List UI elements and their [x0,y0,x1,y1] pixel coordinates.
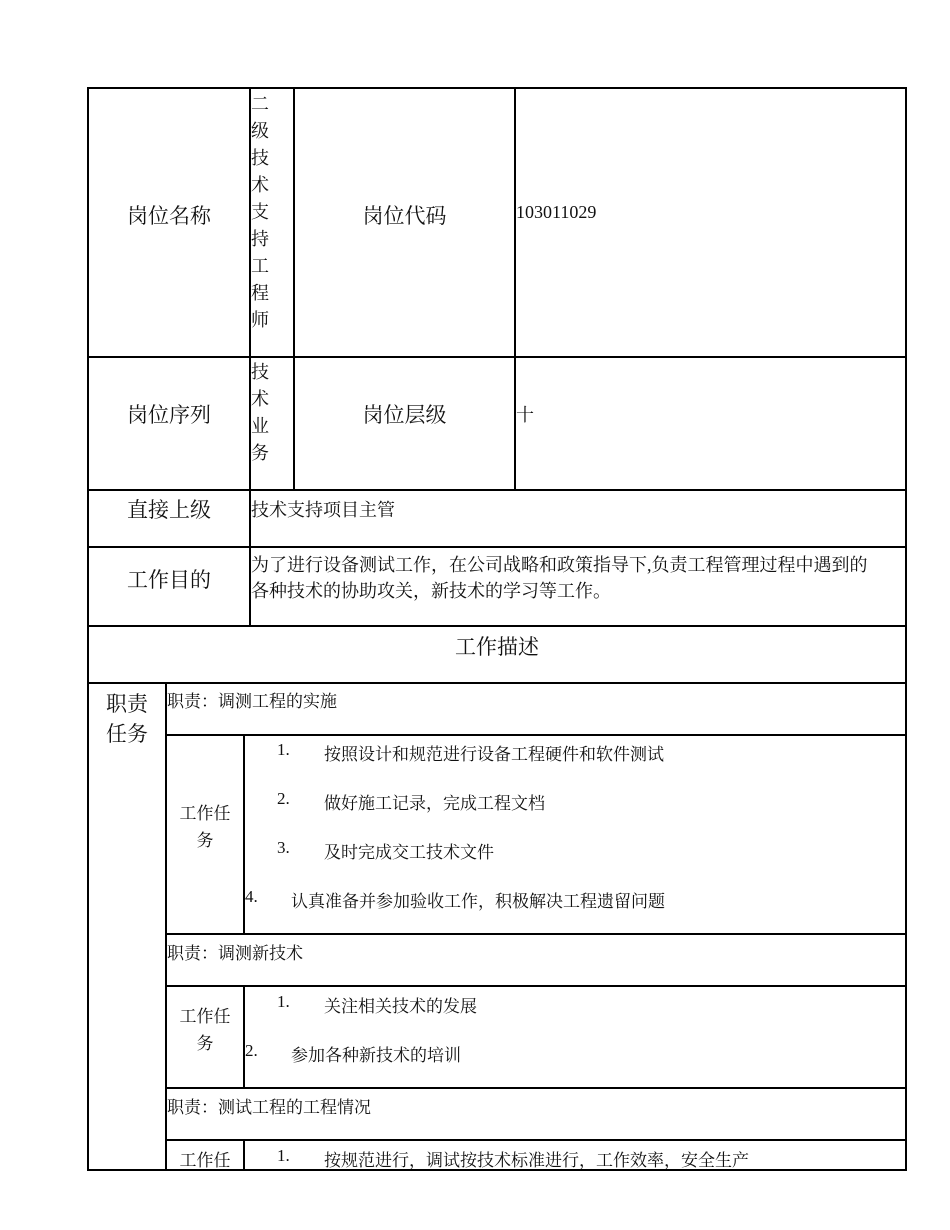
task-text: 认真准备并参加验收工作，积极解决工程遗留问题 [291,892,665,911]
task-number: 1. [277,992,290,1011]
superior-label: 直接上级 [127,498,211,522]
task-text: 及时完成交工技术文件 [324,843,494,862]
table-border-left [87,87,89,1171]
task-number: 3. [277,838,290,857]
col-divider [293,87,295,490]
task-text: 按规范进行，调试按技术标准进行，工作效率，安全生产 [324,1151,749,1170]
row-divider [87,682,907,684]
position-name-value: 二 级 技 术 支 持 工 程 师 [251,94,269,330]
work-description-title: 工作描述 [455,635,539,659]
purpose-line-1: 为了进行设备测试工作，在公司战略和政策指导下,负责工程管理过程中遇到的 [251,555,868,575]
row-divider [165,734,907,736]
position-code-value: 103011029 [516,202,597,222]
row-divider [165,933,907,935]
duty-title: 职责：测试工程的工程情况 [167,1098,371,1117]
duty-title: 职责：调测新技术 [167,944,303,963]
purpose-label: 工作目的 [127,568,211,592]
task-label-line-1: 工作任 [179,1151,231,1170]
row-divider [87,356,907,358]
task-number: 4. [245,887,258,906]
col-divider [243,1139,245,1171]
level-value: 十 [516,405,534,425]
table-border-top [87,87,907,89]
sequence-label: 岗位序列 [127,403,211,427]
task-text: 做好施工记录，完成工程文档 [324,794,545,813]
task-number: 2. [277,789,290,808]
task-text: 参加各种新技术的培训 [291,1046,461,1065]
row-divider [87,489,907,491]
superior-value: 技术支持项目主管 [251,500,395,520]
duty-title: 职责：调测工程的实施 [167,692,337,711]
duty-label-line-1: 职责 [106,692,148,716]
sequence-value: 技 术 业 务 [251,362,269,463]
table-border-right [905,87,907,1171]
task-label-line-2: 务 [196,1034,214,1053]
row-divider [165,1139,907,1141]
task-text: 关注相关技术的发展 [324,997,477,1016]
row-divider [165,985,907,987]
row-divider [87,546,907,548]
position-code-label: 岗位代码 [362,204,447,228]
col-divider [243,985,245,1088]
task-label-line-1: 工作任 [179,1007,231,1026]
duty-label-line-2: 任务 [106,722,148,746]
task-number: 1. [277,1146,290,1165]
col-divider [514,87,516,490]
task-text: 按照设计和规范进行设备工程硬件和软件测试 [324,745,664,764]
row-divider [165,1087,907,1089]
row-divider [87,625,907,627]
position-name-label: 岗位名称 [127,204,211,228]
purpose-line-2: 各种技术的协助攻关，新技术的学习等工作。 [251,581,611,601]
task-number: 1. [277,740,290,759]
task-number: 2. [245,1041,258,1060]
task-label-line-2: 务 [196,831,214,850]
level-label: 岗位层级 [362,403,447,427]
task-label-line-1: 工作任 [179,804,231,823]
